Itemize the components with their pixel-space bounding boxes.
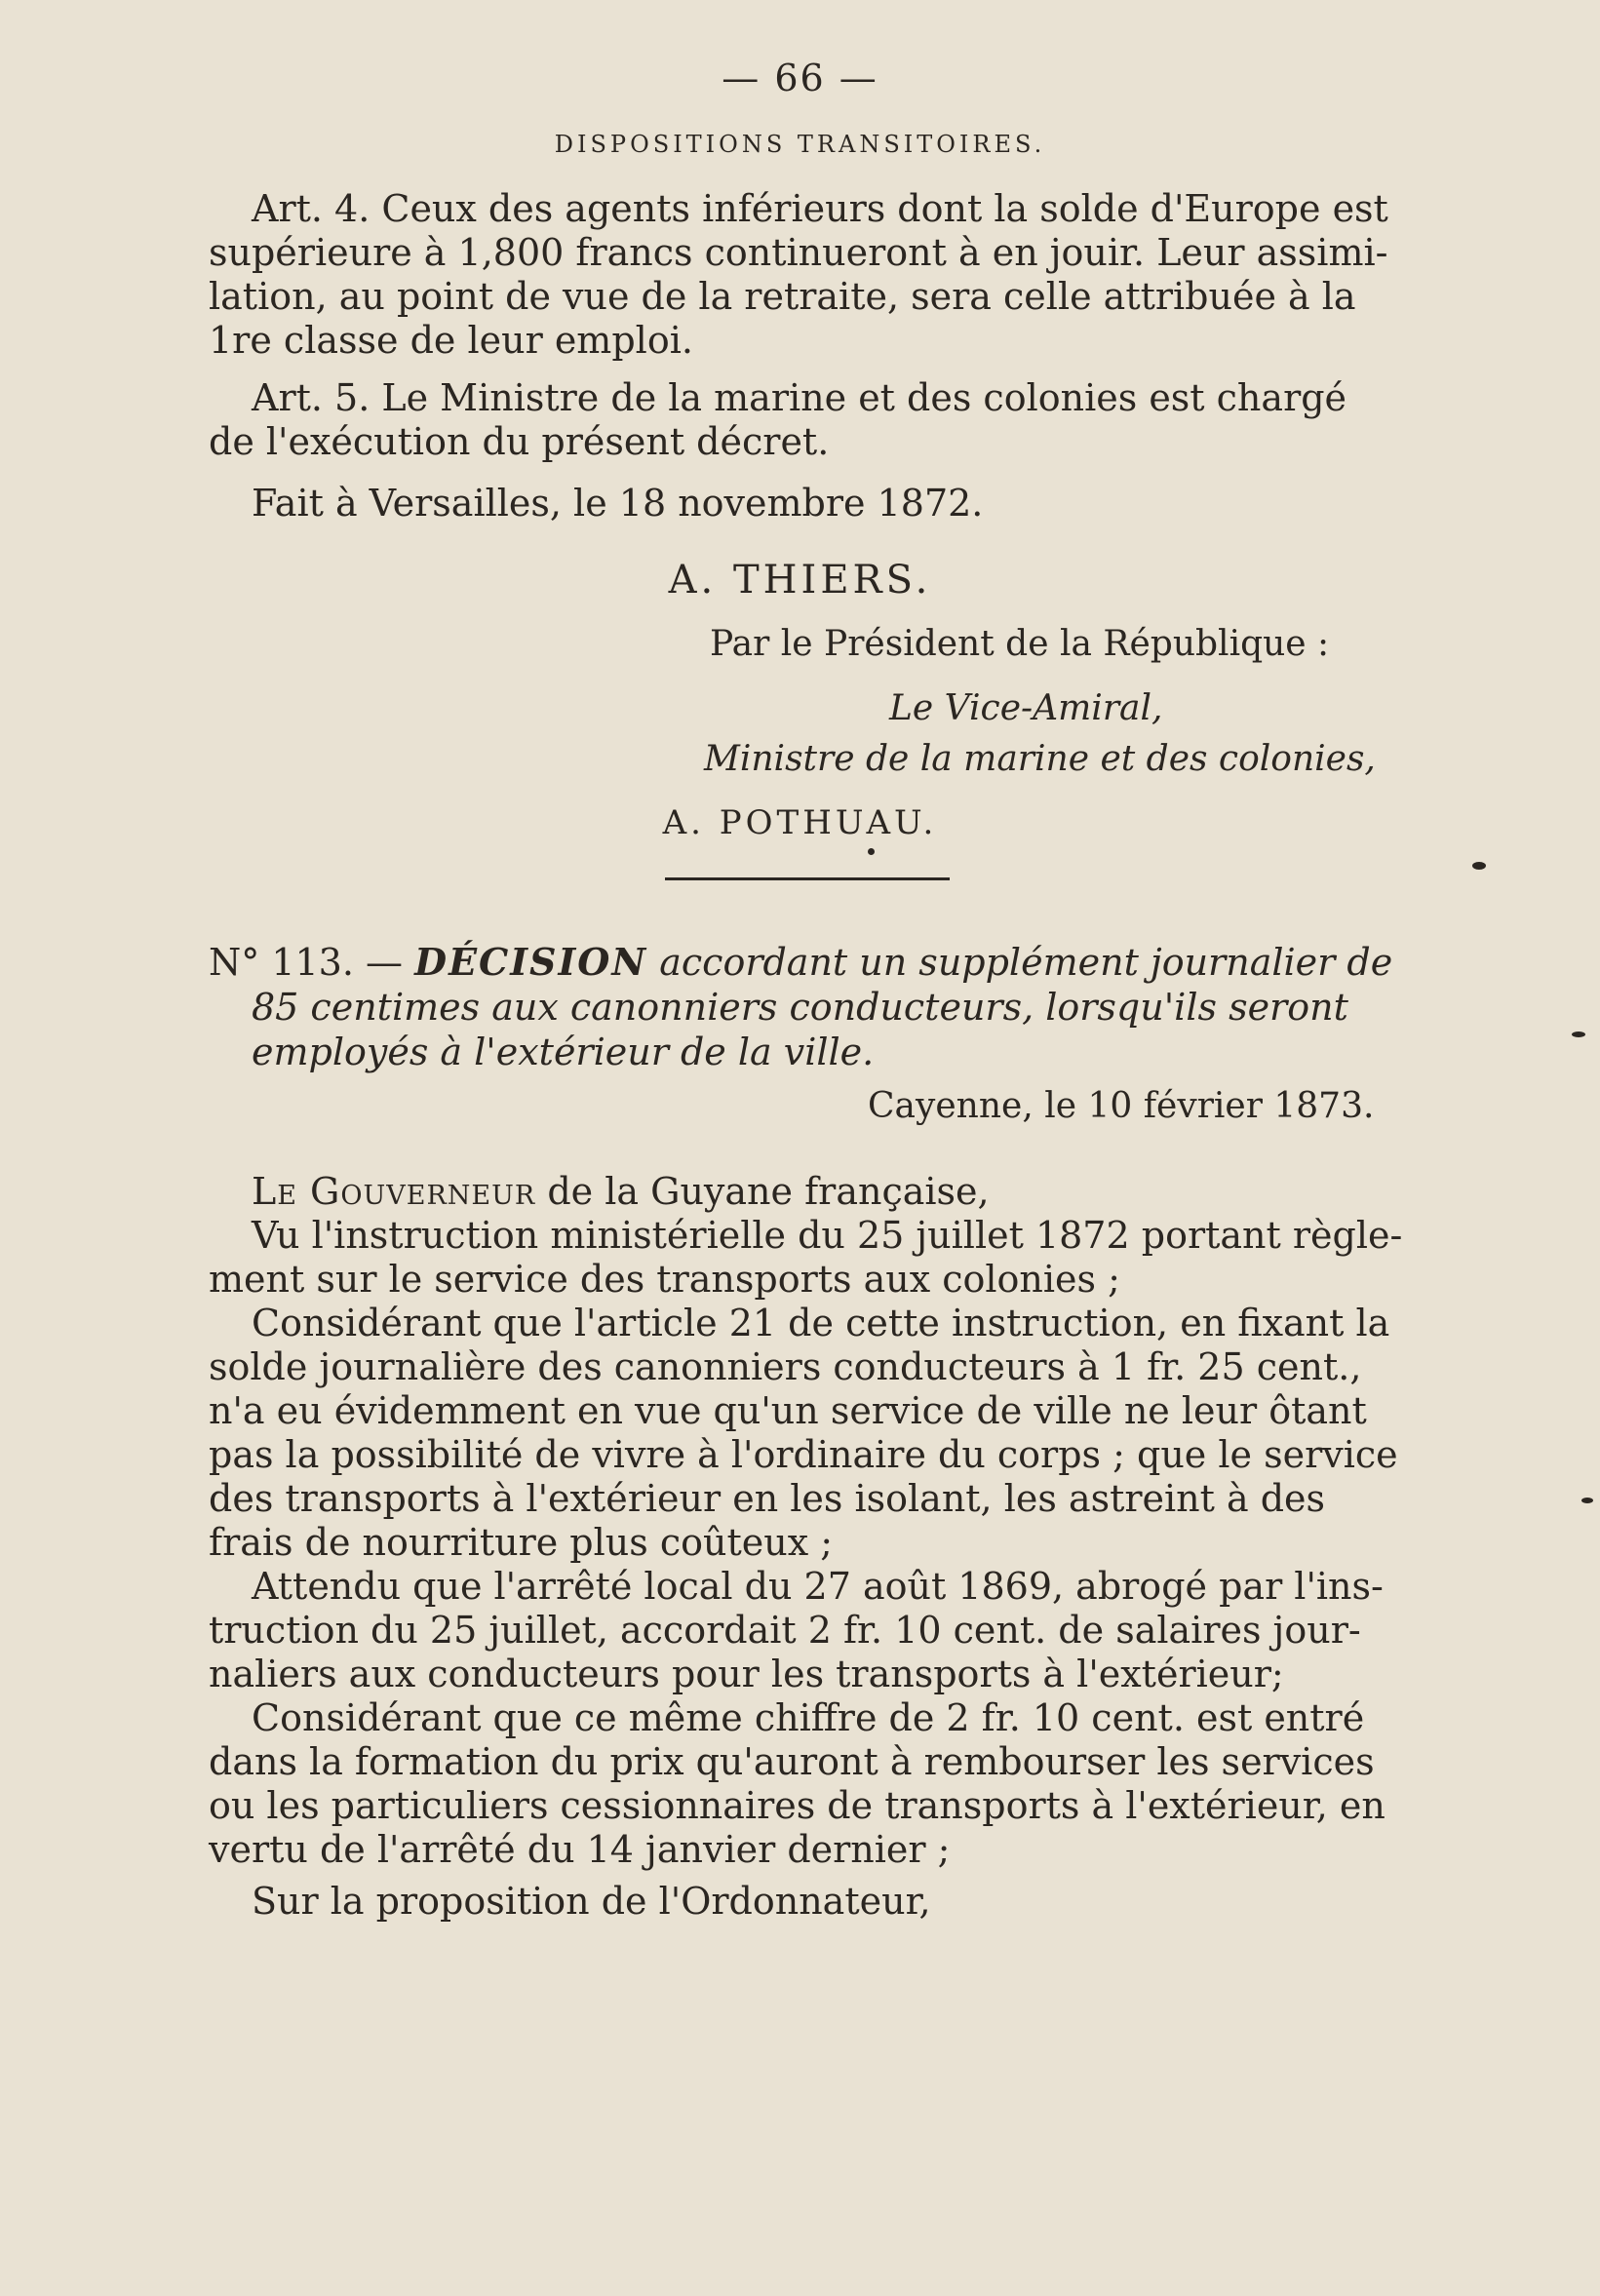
text-line: de l'exécution du présent décret. bbox=[209, 420, 830, 463]
text-line: 1re classe de leur emploi. bbox=[209, 319, 693, 362]
article-4 bbox=[209, 187, 1418, 363]
text-line: des transports à l'extérieur en les isolant, les astreint à des bbox=[209, 1477, 1326, 1520]
text-line: naliers aux conducteurs pour les transports à l'extérieur; bbox=[209, 1653, 1284, 1695]
text-line: Sur la proposition de l'Ordonnateur, bbox=[252, 1880, 931, 1923]
decision-title-line: accordant un supplément journalier de bbox=[659, 941, 1393, 984]
page-number: — 66 — bbox=[722, 57, 878, 99]
ink-mark bbox=[1472, 862, 1486, 870]
text-line: Art. 5. Le Ministre de la marine et des colonies est chargé bbox=[252, 376, 1347, 419]
article-5 bbox=[209, 376, 1418, 464]
text-line: Attendu que l'arrêté local du 27 août 1869, abrogé par l'ins- bbox=[252, 1565, 1384, 1608]
text-line: supérieure à 1,800 francs continueront à en jouir. Leur assimi- bbox=[209, 231, 1388, 274]
decision-title-line: employés à l'extérieur de la ville. bbox=[252, 1031, 875, 1073]
text-line: truction du 25 juillet, accordait 2 fr. 10 cent. de salaires jour- bbox=[209, 1609, 1361, 1652]
text-line: dans la formation du prix qu'auront à rembourser les services bbox=[209, 1740, 1375, 1783]
text-line: Considérant que l'article 21 de cette instruction, en fixant la bbox=[252, 1302, 1390, 1344]
ink-mark bbox=[1572, 1031, 1585, 1037]
decision-keyword: DÉCISION bbox=[414, 940, 648, 984]
text-line: Art. 4. Ceux des agents inférieurs dont la solde d'Europe est bbox=[252, 187, 1388, 230]
vice-amiral: Le Vice-Amiral, bbox=[889, 688, 1163, 728]
ink-mark bbox=[1581, 1498, 1593, 1503]
section-title: DISPOSITIONS TRANSITOIRES. bbox=[554, 131, 1046, 158]
text-line: vertu de l'arrêté du 14 janvier dernier ; bbox=[209, 1828, 951, 1871]
text-line: frais de nourriture plus coûteux ; bbox=[209, 1521, 834, 1564]
signature-pothuau: A. POTHUAU. bbox=[662, 803, 938, 842]
decision-heading bbox=[209, 940, 1418, 1074]
text-line: pas la possibilité de vivre à l'ordinaire du corps ; que le service bbox=[209, 1433, 1398, 1476]
par-president: Par le Président de la République : bbox=[710, 624, 1330, 664]
text-line: ou les particuliers cessionnaires de transports à l'extérieur, en bbox=[209, 1784, 1385, 1827]
text-line: Vu l'instruction ministérielle du 25 juillet 1872 portant règle- bbox=[252, 1214, 1403, 1257]
fait-line: Fait à Versailles, le 18 novembre 1872. bbox=[252, 482, 984, 525]
decision-title-line: 85 centimes aux canonniers conducteurs, lorsqu'ils seront bbox=[252, 986, 1348, 1029]
text-line: solde journalière des canonniers conducteurs à 1 fr. 25 cent., bbox=[209, 1345, 1362, 1388]
ink-dot bbox=[868, 848, 875, 855]
text-line: ment sur le service des transports aux colonies ; bbox=[209, 1258, 1120, 1301]
text-line: n'a eu évidemment en vue qu'un service de ville ne leur ôtant bbox=[209, 1389, 1367, 1432]
signature-thiers: A. THIERS. bbox=[668, 558, 932, 603]
text-line: lation, au point de vue de la retraite, sera celle attribuée à la bbox=[209, 275, 1356, 318]
divider-rule bbox=[665, 877, 950, 880]
text-line: Considérant que ce même chiffre de 2 fr. 10 cent. est entré bbox=[252, 1696, 1365, 1739]
decision-date: Cayenne, le 10 février 1873. bbox=[868, 1086, 1375, 1126]
decision-body bbox=[209, 1170, 1418, 1924]
gouverneur-line: Le Gouverneur de la Guyane française, bbox=[252, 1170, 990, 1213]
decision-number: N° 113. — bbox=[209, 941, 404, 984]
ministre-title: Ministre de la marine et des colonies, bbox=[704, 739, 1376, 779]
